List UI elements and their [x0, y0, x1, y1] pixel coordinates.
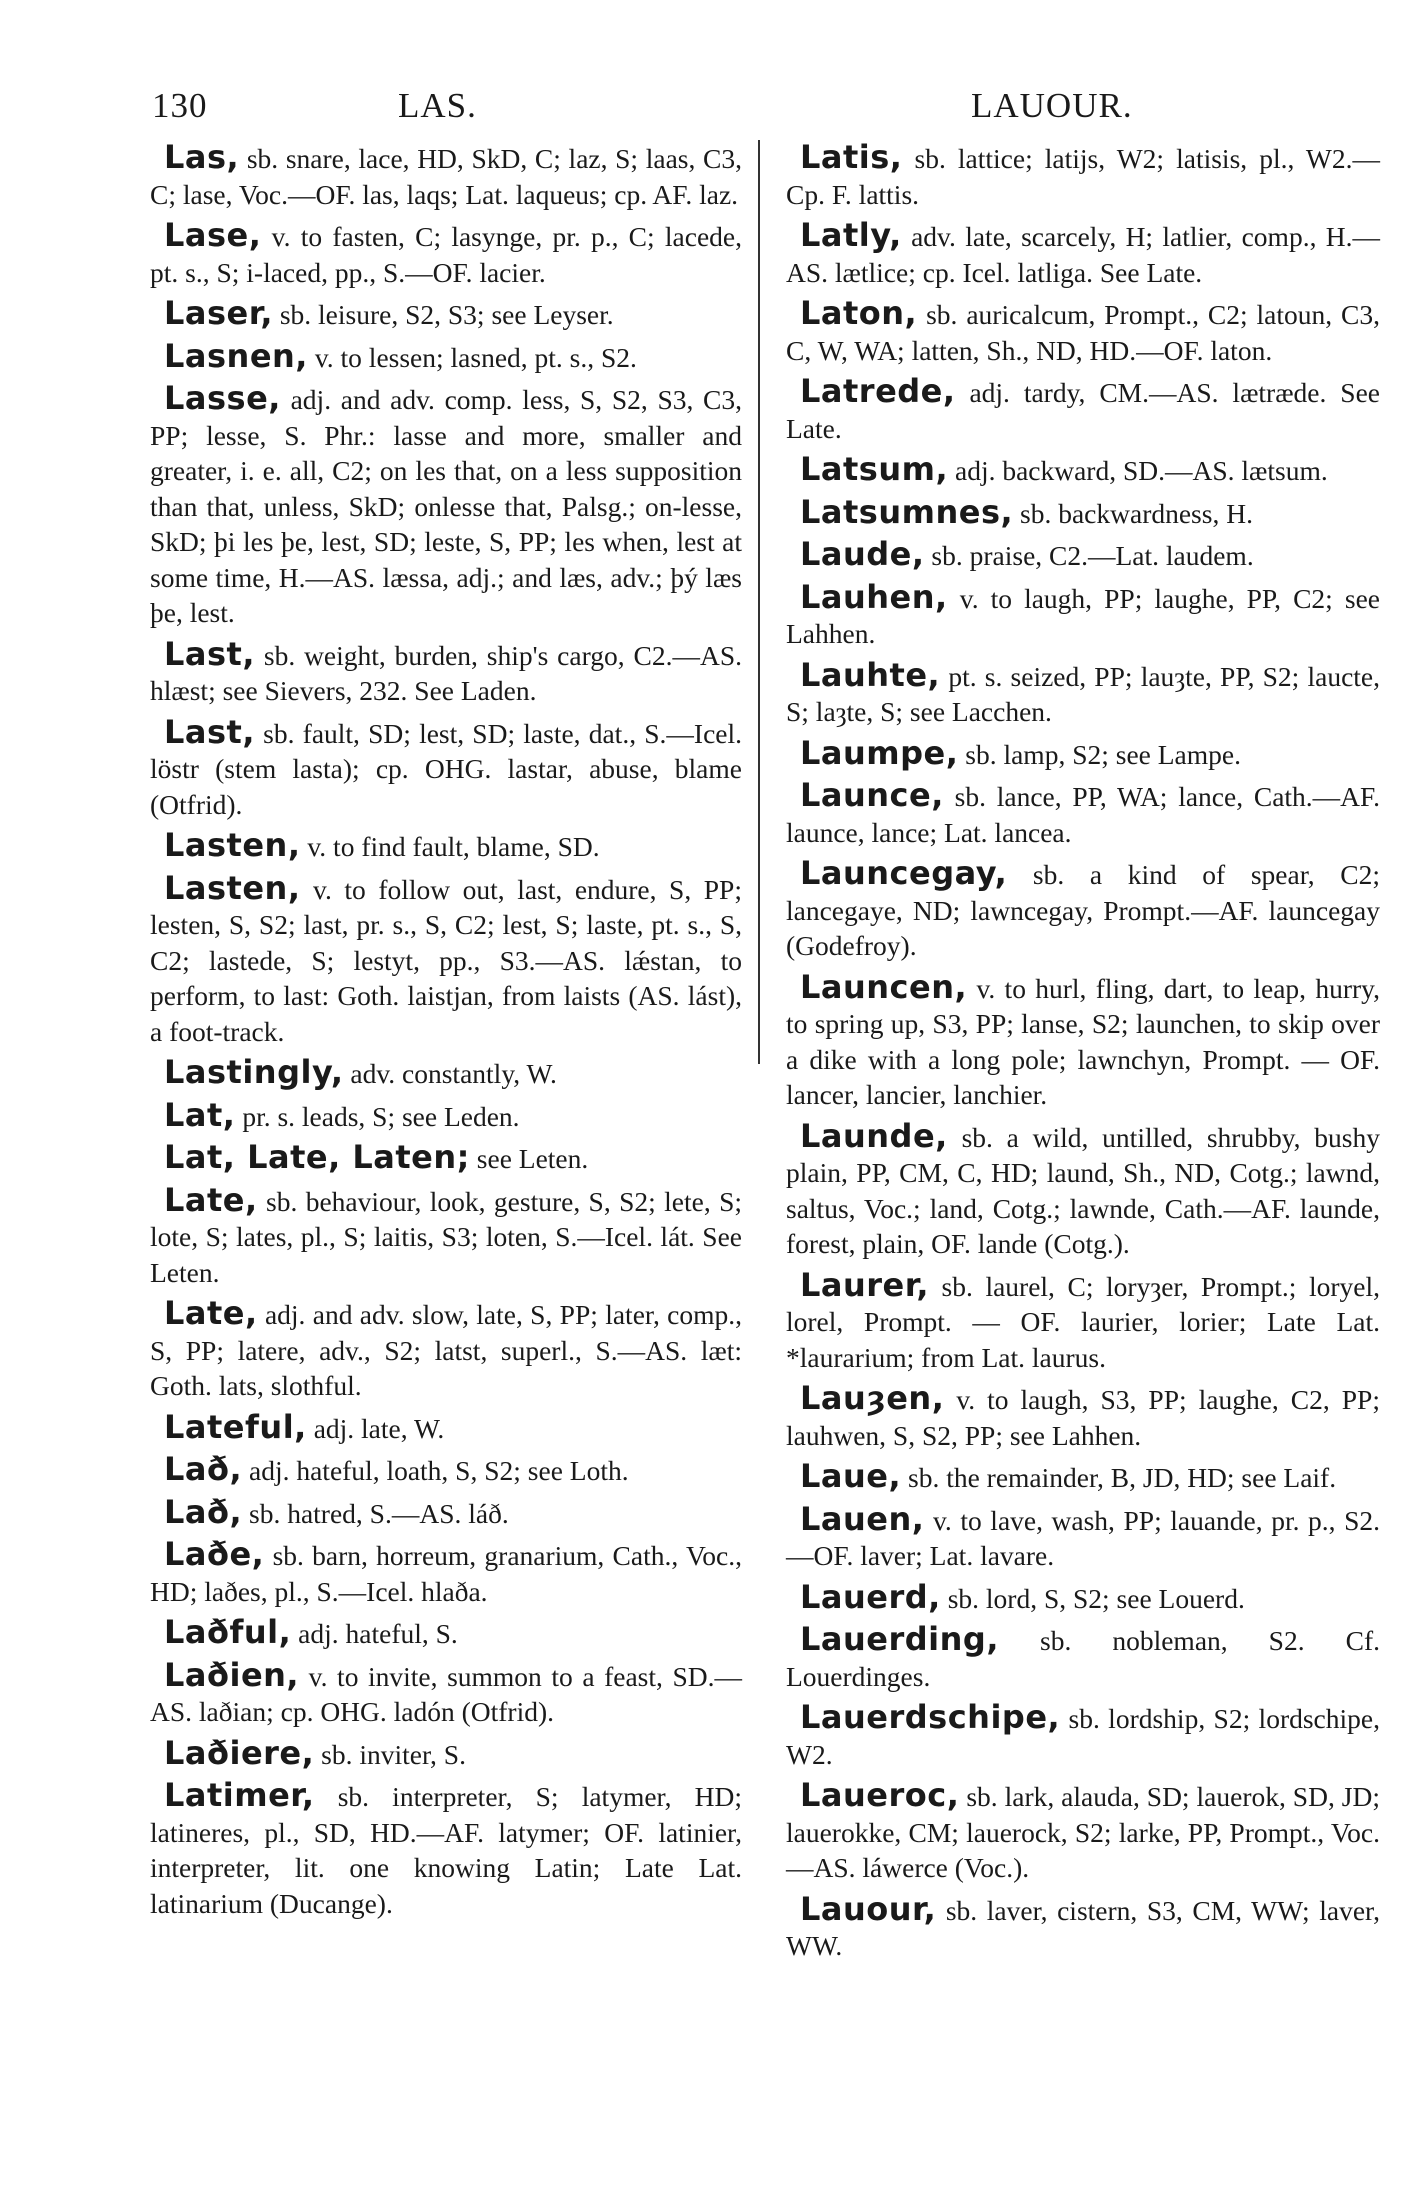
entry-definition: adv. constantly, W. [343, 1058, 557, 1089]
dictionary-entry [786, 1700, 1380, 1772]
page-number: 130 [152, 86, 208, 125]
entry-definition: sb. auricalcum, Prompt., C2; latoun, C3, C, W, WA; latten, Sh., ND, HD.—OF. laton. [786, 299, 1380, 366]
entry-definition: sb. lance, PP, WA; lance, Cath.—AF. launce, lance; Lat. lancea. [786, 781, 1380, 848]
entry-definition: sb. a wild, untilled, shrubby, bushy plain, PP, CM, C, HD; laund, Sh., ND, Cotg.; lawnd, saltus, Voc.; land, Cotg.; lawnde, Cath.—AF. launde, forest, plain, OF. lande (Cotg.). [786, 1121, 1380, 1259]
entry-definition: adj. hateful, loath, S, S2; see Loth. [242, 1455, 629, 1486]
entry-definition: adv. late, scarcely, H; latlier, comp., H.—AS. lætlice; cp. Icel. latliga. See Late. [786, 221, 1380, 288]
dictionary-entry [150, 1733, 742, 1773]
dictionary-entry [150, 381, 742, 631]
column-divider [758, 140, 760, 1064]
entry-definition: pt. s. seized, PP; lauȝte, PP, S2; laucte, S; laȝte, S; see Lacchen. [786, 660, 1380, 727]
dictionary-entry [150, 1778, 742, 1921]
headword: Laurer, [800, 1265, 929, 1304]
dictionary-entry [786, 1499, 1380, 1574]
headword: Lað, [164, 1450, 243, 1488]
dictionary-entry [150, 1180, 742, 1291]
headword: Lasten, [164, 826, 301, 864]
headword: Lauhte, [800, 655, 941, 694]
right-guide-word: LAUOUR. [971, 86, 1133, 125]
entry-definition: sb. lord, S, S2; see Louerd. [940, 1582, 1245, 1614]
headword: Lauen, [800, 1499, 925, 1538]
entry-definition: sb. lark, alauda, SD; lauerok, SD, JD; lauerokke, CM; lauerock, S2; larke, PP, Prompt., Voc.—AS. láwerce (Voc.). [786, 1781, 1380, 1883]
right-column [786, 140, 1380, 1970]
headword: Lauȝen, [800, 1379, 945, 1417]
entry-definition: adj. and adv. slow, late, S, PP; later, comp., S, PP; latere, adv., S2; latst, superl., S.—AS. læt: Goth. lats, slothful. [150, 1299, 742, 1401]
headword: Laðe, [164, 1535, 265, 1573]
dictionary-entry [150, 336, 742, 376]
dictionary-entry [786, 1622, 1380, 1694]
dictionary-entry [786, 140, 1380, 212]
dictionary-entry [786, 967, 1380, 1113]
entry-definition: pr. s. leads, S; see Leden. [235, 1100, 520, 1132]
dictionary-entry [786, 1381, 1380, 1453]
dictionary-entry [150, 634, 742, 709]
dictionary-entry [150, 1537, 742, 1609]
headword: Laðful, [164, 1613, 292, 1651]
dictionary-entry [150, 1452, 742, 1489]
dictionary-entry [150, 1055, 742, 1092]
dictionary-entry [786, 1778, 1380, 1886]
entry-definition: v. to invite, summon to a feast, SD.—AS. laðian; cp. OHG. ladón (Otfrid). [150, 1660, 742, 1727]
dictionary-entry [786, 374, 1380, 446]
headword: Lateful, [164, 1407, 307, 1446]
dictionary-entry [150, 140, 742, 212]
headword: Lauour, [800, 1889, 937, 1928]
dictionary-entry [150, 218, 742, 290]
entry-definition: sb. snare, lace, HD, SkD, C; laz, S; laas, C3, C; lase, Voc.—OF. las, laqs; Lat. laqueus; cp. AF. laz. [150, 143, 742, 210]
entry-definition: sb. laurel, C; loryȝer, Prompt.; loryel, lorel, Prompt. — OF. laurier, lorier; Late Lat. *laurarium; from Lat. laurus. [786, 1270, 1380, 1373]
headword: Laude, [800, 535, 925, 573]
dictionary-entry [150, 1492, 742, 1532]
dictionary-entry [786, 577, 1380, 652]
dictionary-entry [786, 218, 1380, 290]
headword: Late, [164, 1180, 258, 1219]
headword: Laue, [800, 1457, 902, 1495]
entry-definition: v. to follow out, last, endure, S, PP; lesten, S, S2; last, pr. s., S, C2; lest, S; laste, pt. s., S, C2; lastede, S; lestyt, pp., S3.—AS. lǽstan, to perform, to last: Goth. laistjan, from laists (AS. lást), a foot-track. [150, 873, 742, 1047]
headword: Latly, [800, 216, 902, 254]
dictionary-entry [150, 1296, 742, 1404]
left-guide-word: LAS. [398, 86, 477, 125]
headword: Laðien, [164, 1655, 300, 1694]
headword: Lase, [164, 216, 262, 254]
dictionary-entry [786, 296, 1380, 368]
entry-definition: sb. lordship, S2; lordschipe, W2. [786, 1703, 1380, 1770]
entry-definition: sb. interpreter, S; latymer, HD; latineres, pl., SD, HD.—AF. latymer; OF. latinier, interpreter, lit. one knowing Latin; Late Lat. latinarium (Ducange). [150, 1781, 742, 1919]
dictionary-entry [786, 1889, 1380, 1964]
headword: Latsum, [800, 450, 949, 488]
dictionary-entry [786, 856, 1380, 964]
dictionary-entry [786, 778, 1380, 850]
headword: Laumpe, [800, 733, 959, 772]
entry-definition: v. to hurl, fling, dart, to leap, hurry, to spring up, S3, PP; lanse, S2; launchen, to skip over a dike with a long pole; lawnchyn, Prompt. — OF. lancer, lancier, lanchier. [786, 972, 1380, 1110]
entry-definition: adj. hateful, S. [291, 1618, 458, 1649]
entry-definition: sb. a kind of spear, C2; lancegaye, ND; lawncegay, Prompt.—AF. launcegay (Godefroy). [786, 859, 1380, 961]
headword: Last, [164, 712, 255, 751]
entry-definition: sb. lamp, S2; see Lampe. [958, 738, 1241, 770]
headword: Laser, [164, 294, 273, 332]
entry-definition: sb. inviter, S. [314, 1738, 466, 1770]
dictionary-entry [786, 452, 1380, 489]
dictionary-entry [150, 296, 742, 333]
dictionary-entry [150, 1095, 742, 1135]
dictionary-entry [786, 655, 1380, 730]
entry-definition: sb. lattice; latijs, W2; latisis, pl., W2.—Cp. F. lattis. [786, 143, 1380, 210]
entry-definition: v. to laugh, S3, PP; laughe, C2, PP; lauhwen, S, S2, PP; see Lahhen. [786, 1384, 1380, 1451]
dictionary-entry [150, 1655, 742, 1730]
entry-definition: sb. leisure, S2, S3; see Leyser. [272, 299, 614, 330]
headword: Lauerd, [800, 1577, 941, 1616]
dictionary-entry [786, 492, 1380, 532]
entry-definition: sb. behaviour, look, gesture, S, S2; lete, S; lote, S; lates, pl., S; laitis, S3; loten, S.—Icel. lát. See Leten. [150, 1185, 742, 1288]
headword: Latimer, [164, 1776, 315, 1814]
headword: Latsumnes, [800, 492, 1014, 531]
headword: Lað, [164, 1492, 243, 1531]
dictionary-entry [786, 1577, 1380, 1617]
entry-definition: adj. and adv. comp. less, S, S2, S3, C3, PP; lesse, S. Phr.: lasse and more, smaller and greater, i. e. all, C2; on les that, on a less supposition than that, unless, SkD; onlesse that, Palsg.; on-lesse, SkD; þi les þe, lest, SD; leste, S, PP; les when, lest at some time, H.—AS. læssa, adj.; and læs, adv.; þý læs þe, lest. [150, 384, 742, 628]
entry-definition: sb. backwardness, H. [1013, 497, 1253, 529]
dictionary-entry [150, 868, 742, 1050]
dictionary-entry [786, 733, 1380, 773]
entry-definition: see Leten. [469, 1143, 589, 1174]
headword: Lasnen, [164, 336, 308, 375]
headword: Lasten, [164, 868, 301, 907]
dictionary-entry [150, 1407, 742, 1447]
dictionary-entry [150, 712, 742, 823]
entry-definition: v. to find fault, blame, SD. [300, 831, 600, 862]
headword: Lat, Late, Laten; [164, 1138, 470, 1176]
headword: Launcegay, [800, 854, 1008, 892]
entry-definition: adj. tardy, CM.—AS. lætræde. See Late. [786, 377, 1380, 444]
headword: Lauhen, [800, 577, 948, 616]
headword: Lauerding, [800, 1620, 999, 1658]
entry-definition: sb. the remainder, B, JD, HD; see Laif. [901, 1462, 1337, 1493]
entry-definition: sb. fault, SD; lest, SD; laste, dat., S.—Icel. löstr (stem lasta); cp. OHG. lastar, abuse, blame (Otfrid). [150, 717, 742, 820]
entry-definition: v. to lessen; lasned, pt. s., S2. [307, 341, 637, 373]
dictionary-entry [786, 1116, 1380, 1262]
headword: Lauerdschipe, [800, 1698, 1061, 1736]
entry-definition: v. to lave, wash, PP; lauande, pr. p., S2.—OF. laver; Lat. lavare. [786, 1504, 1380, 1571]
entry-definition: sb. barn, horreum, granarium, Cath., Voc., HD; laðes, pl., S.—Icel. hlaða. [150, 1540, 742, 1607]
headword: Late, [164, 1294, 258, 1332]
headword: Lastingly, [164, 1053, 344, 1091]
dictionary-entry [786, 537, 1380, 574]
dictionary-entry [150, 1140, 742, 1177]
entry-definition: adj. late, W. [306, 1412, 445, 1444]
headword: Lat, [164, 1095, 236, 1134]
headword: Latrede, [800, 372, 956, 410]
headword: Laton, [800, 294, 918, 332]
headword: Launce, [800, 776, 944, 814]
entry-definition: sb. weight, burden, ship's cargo, C2.—AS. hlæst; see Sievers, 232. See Laden. [150, 639, 742, 706]
entry-definition: sb. hatred, S.—AS. láð. [242, 1497, 509, 1529]
entry-definition: sb. laver, cistern, S3, CM, WW; laver, WW. [786, 1894, 1380, 1961]
entry-definition: adj. backward, SD.—AS. lætsum. [948, 455, 1328, 486]
entry-definition: sb. nobleman, S2. Cf. Louerdinges. [786, 1625, 1380, 1692]
headword: Las, [164, 138, 240, 176]
headword: Latis, [800, 138, 903, 176]
dictionary-entry [150, 1615, 742, 1652]
entry-definition: v. to fasten, C; lasynge, pr. p., C; lacede, pt. s., S; i-laced, pp., S.—OF. lacier. [150, 221, 742, 288]
headword: Lasse, [164, 379, 281, 417]
headword: Last, [164, 634, 255, 673]
headword: Laueroc, [800, 1776, 960, 1814]
dictionary-entry [786, 1459, 1380, 1496]
dictionary-entry [150, 828, 742, 865]
entry-definition: v. to laugh, PP; laughe, PP, C2; see Lahhen. [786, 582, 1380, 649]
headword: Launcen, [800, 967, 968, 1006]
dictionary-entry [786, 1265, 1380, 1376]
left-column [150, 140, 742, 1927]
entry-definition: sb. praise, C2.—Lat. laudem. [924, 540, 1254, 571]
headword: Launde, [800, 1116, 948, 1155]
headword: Laðiere, [164, 1733, 315, 1772]
